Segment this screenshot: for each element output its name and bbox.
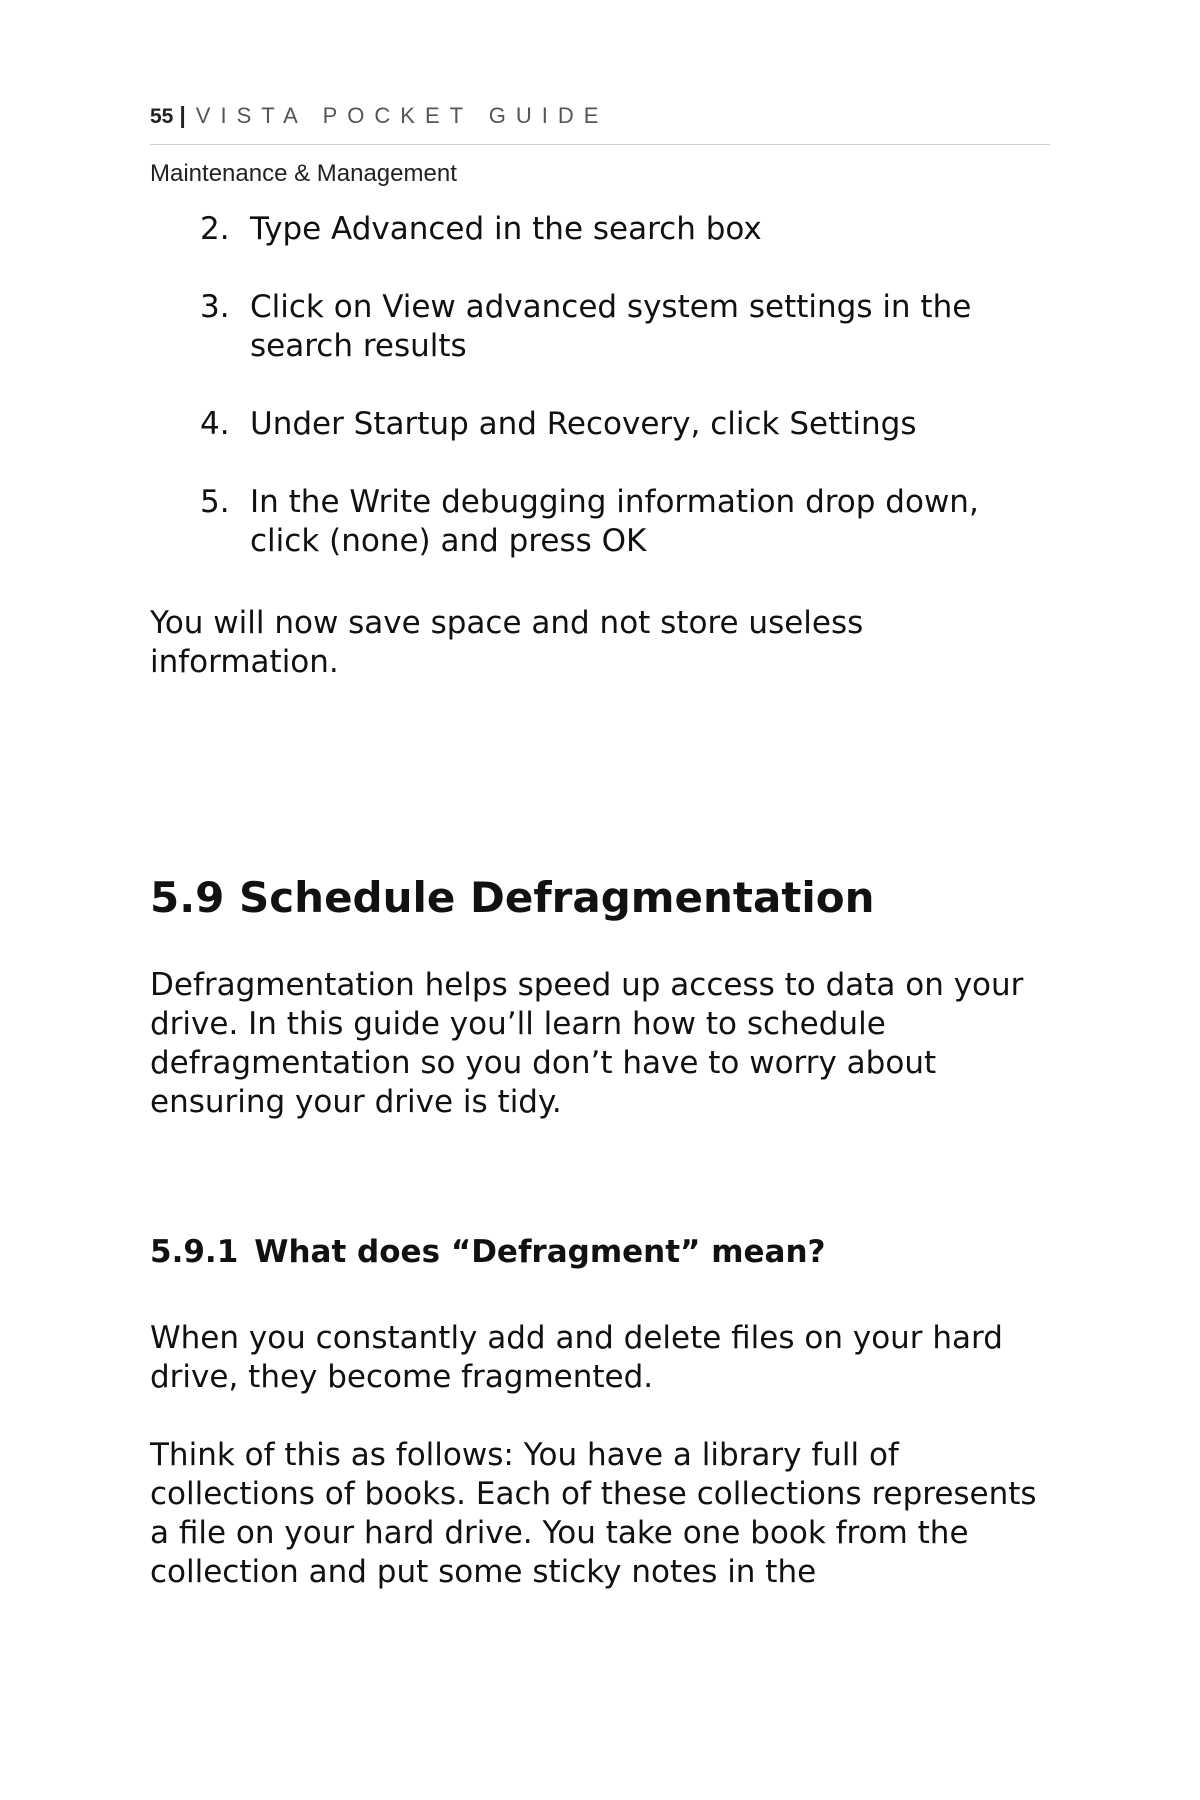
- body-paragraph: Think of this as follows: You have a library full of collections of books. Each of these collections represents a file on your hard drive. You take one book from the collection and put some sticky notes in the: [150, 1437, 1037, 1590]
- list-item: [150, 288, 1050, 366]
- subsection-number: 5.9.1: [150, 1234, 239, 1270]
- list-item: [150, 405, 1050, 444]
- header-separator: |: [179, 102, 186, 128]
- subsection-heading: [150, 1232, 826, 1272]
- page-number: 55: [150, 105, 174, 128]
- list-item: [150, 483, 1050, 561]
- result-paragraph: You will now save space and not store useless information.: [150, 605, 864, 680]
- subsection-title: What does “Defragment” mean?: [254, 1234, 826, 1270]
- book-title: VISTA POCKET GUIDE: [195, 103, 609, 128]
- chapter-name: Maintenance & Management: [150, 160, 457, 187]
- step-text: Click on View advanced system settings in the search results: [250, 289, 972, 364]
- step-text: In the Write debugging information drop down, click (none) and press OK: [250, 484, 979, 559]
- step-number: 3.: [200, 289, 230, 325]
- book-page: [150, 0, 1050, 1800]
- header-divider: [150, 144, 1050, 145]
- running-header: [150, 102, 608, 132]
- step-text: Under Startup and Recovery, click Settings: [250, 406, 917, 442]
- numbered-steps: [150, 210, 1050, 600]
- intro-paragraph: Defragmentation helps speed up access to data on your drive. In this guide you’ll learn how to schedule defragmentation so you don’t have to worry about ensuring your drive is tidy.: [150, 967, 1024, 1120]
- step-number: 4.: [200, 406, 230, 442]
- step-text: Type Advanced in the search box: [250, 211, 762, 247]
- step-number: 5.: [200, 484, 230, 520]
- list-item: [150, 210, 1050, 249]
- body-paragraph: When you constantly add and delete files on your hard drive, they become fragmented.: [150, 1320, 1003, 1395]
- step-number: 2.: [200, 211, 230, 247]
- section-heading: 5.9 Schedule Defragmentation: [150, 873, 875, 922]
